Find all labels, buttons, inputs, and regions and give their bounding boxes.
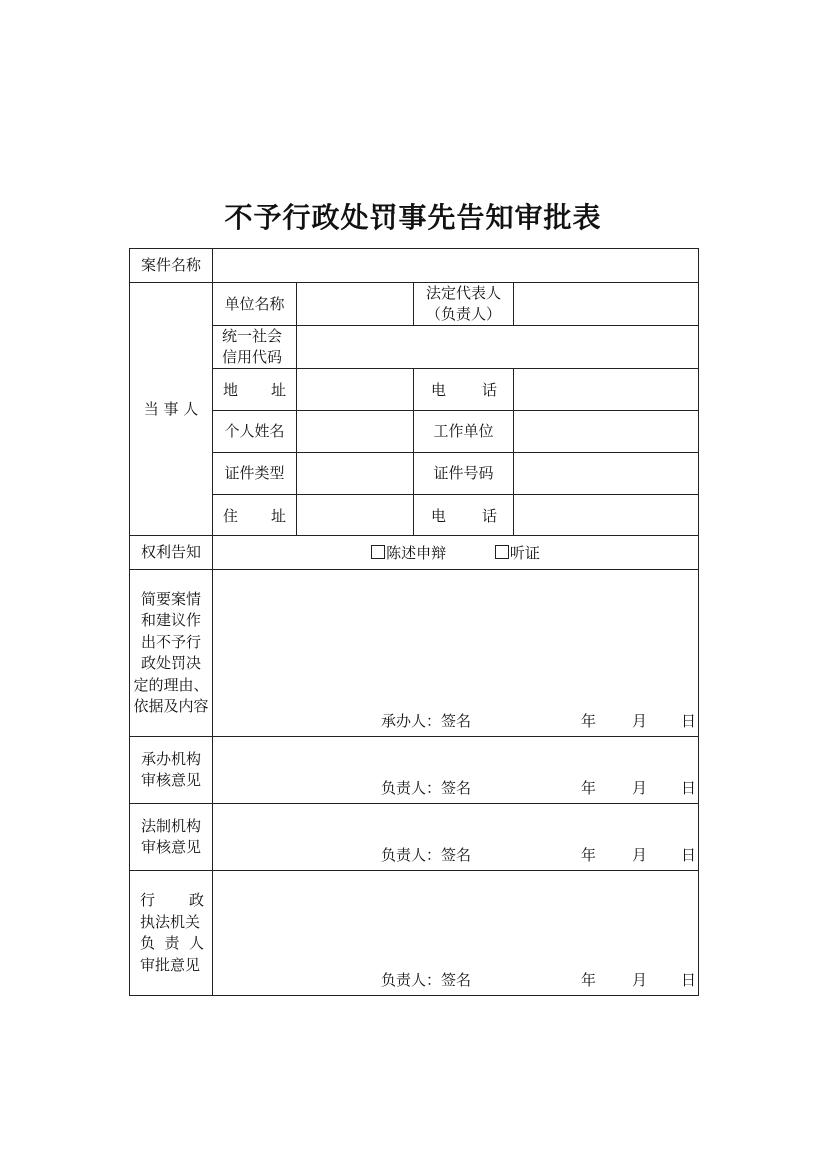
person-name-label: 个人姓名 bbox=[213, 411, 297, 453]
unit-name-label: 单位名称 bbox=[213, 283, 297, 326]
brief-content[interactable] bbox=[213, 570, 699, 737]
residence-label: 住 址 bbox=[213, 495, 297, 536]
legal-rep-label: 法定代表人 （负责人） bbox=[414, 283, 514, 326]
unit-name-row bbox=[130, 283, 699, 326]
phone2-value[interactable] bbox=[514, 495, 699, 536]
party-label: 当 事 人 bbox=[130, 283, 213, 536]
phone-value[interactable] bbox=[514, 369, 699, 411]
brief-row bbox=[130, 570, 699, 737]
credit-code-value[interactable] bbox=[297, 326, 699, 369]
phone2-label: 电 话 bbox=[414, 495, 514, 536]
approval-form-table bbox=[129, 248, 699, 996]
phone-label: 电 话 bbox=[414, 369, 514, 411]
id-number-label: 证件号码 bbox=[414, 453, 514, 495]
case-name-label: 案件名称 bbox=[130, 249, 213, 283]
head-approval-label: 行 政 执法机关 负 责 人 审批意见 bbox=[130, 871, 213, 996]
legal-review-signature-line: 负责人：签名 年 月 日 bbox=[381, 846, 696, 864]
case-name-value[interactable] bbox=[213, 249, 699, 283]
head-approval-row bbox=[130, 871, 699, 996]
residence-value[interactable] bbox=[297, 495, 414, 536]
id-type-label: 证件类型 bbox=[213, 453, 297, 495]
person-name-value[interactable] bbox=[297, 411, 414, 453]
brief-label: 简要案情 和建议作 出不予行 政处罚决 定的理由、 依据及内容 bbox=[130, 570, 213, 737]
hearing-option[interactable]: 听证 bbox=[495, 542, 540, 563]
brief-signature-line: 承办人：签名 年 月 日 bbox=[381, 712, 696, 730]
hearing-checkbox[interactable] bbox=[495, 545, 509, 559]
id-number-value[interactable] bbox=[514, 453, 699, 495]
legal-rep-value[interactable] bbox=[514, 283, 699, 326]
statement-checkbox[interactable] bbox=[371, 545, 385, 559]
case-name-row bbox=[130, 249, 699, 283]
dept-review-row bbox=[130, 737, 699, 804]
head-approval-signature-line: 负责人：签名 年 月 日 bbox=[381, 971, 696, 989]
unit-name-value[interactable] bbox=[297, 283, 414, 326]
form-title: 不予行政处罚事先告知审批表 bbox=[224, 201, 602, 234]
dept-review-signature-line: 负责人：签名 年 月 日 bbox=[381, 779, 696, 797]
work-unit-label: 工作单位 bbox=[414, 411, 514, 453]
address-value[interactable] bbox=[297, 369, 414, 411]
id-type-row bbox=[130, 453, 699, 495]
dept-review-label: 承办机构 审核意见 bbox=[130, 737, 213, 804]
residence-row bbox=[130, 495, 699, 536]
legal-review-content[interactable] bbox=[213, 804, 699, 871]
head-approval-content[interactable] bbox=[213, 871, 699, 996]
legal-review-label: 法制机构 审核意见 bbox=[130, 804, 213, 871]
rights-options bbox=[213, 536, 699, 570]
legal-review-row bbox=[130, 804, 699, 871]
rights-notice-label: 权利告知 bbox=[130, 536, 213, 570]
address-row bbox=[130, 369, 699, 411]
work-unit-value[interactable] bbox=[514, 411, 699, 453]
id-type-value[interactable] bbox=[297, 453, 414, 495]
credit-code-label: 统一社会 信用代码 bbox=[213, 326, 297, 369]
dept-review-content[interactable] bbox=[213, 737, 699, 804]
rights-notice-row bbox=[130, 536, 699, 570]
address-label: 地 址 bbox=[213, 369, 297, 411]
credit-code-row bbox=[130, 326, 699, 369]
person-name-row bbox=[130, 411, 699, 453]
statement-option[interactable]: 陈述申辩 bbox=[371, 542, 446, 563]
